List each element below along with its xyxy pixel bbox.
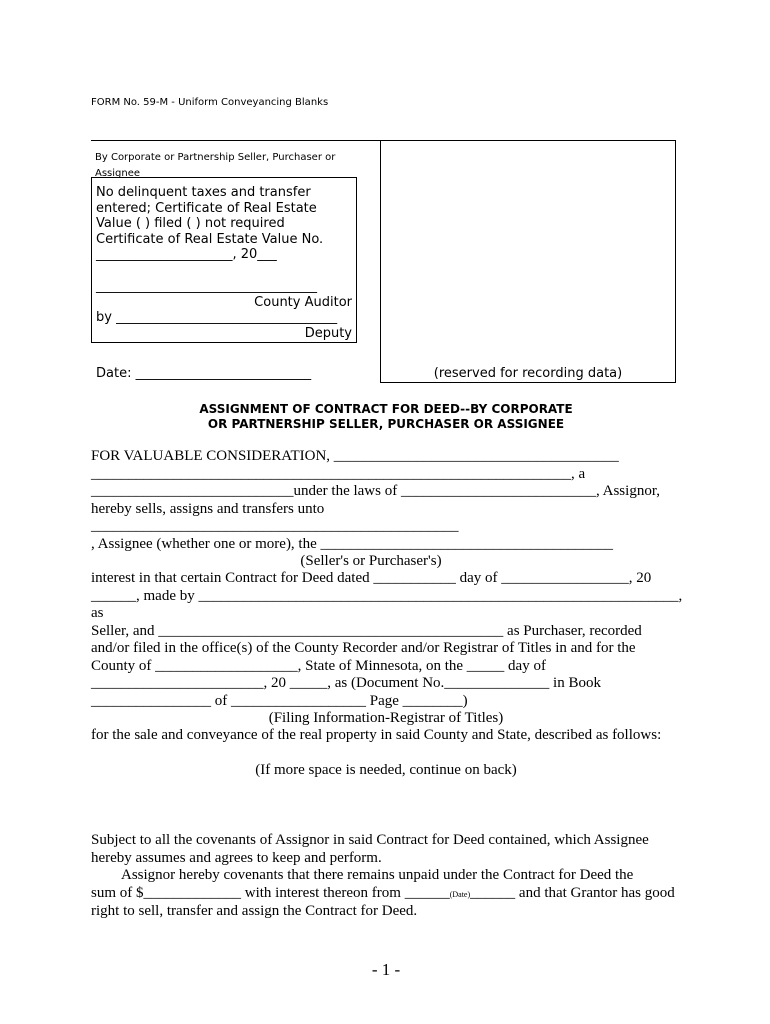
text-line: FOR VALUABLE CONSIDERATION, ______________________________________: [91, 448, 619, 464]
signer-type-label: By Corporate or Partnership Seller, Purchaser or Assignee: [95, 152, 336, 179]
sum-text: sum of $_____________ with interest thereon from ______: [91, 884, 450, 901]
tax-box-line: __________________________________: [96, 278, 317, 294]
text-line: ___________________________under the laws of __________________________, Assignor,: [91, 483, 660, 499]
date-line: Date: ___________________________: [96, 366, 312, 381]
recording-data-box: [380, 140, 676, 383]
more-space-note: (If more space is needed, continue on back): [255, 762, 517, 778]
document-title: [91, 402, 681, 432]
property-description-intro: for the sale and conveyance of the real property in said County and State, described as follows:: [91, 727, 662, 743]
header-divider: [91, 140, 381, 141]
title-line: ASSIGNMENT OF CONTRACT FOR DEED--BY CORPORATE: [199, 402, 573, 416]
tax-box-line: entered; Certificate of Real Estate: [96, 200, 317, 216]
text-line: hereby sells, assigns and transfers unto _________________________________________________: [91, 500, 459, 534]
text-line: _______________________, 20 _____, as (Document No.______________ in Book: [91, 675, 601, 691]
form-number: FORM No. 59-M - Uniform Conveyancing Blanks: [91, 97, 329, 108]
covenants-paragraph: [91, 832, 691, 921]
text-line: ________________________________________________________________, a: [91, 465, 586, 482]
contract-details-paragraph: [91, 570, 691, 728]
text-line: ______, made by ________________________________________________________________, as: [91, 587, 683, 621]
sellers-or-purchasers-caption: (Seller's or Purchaser's): [300, 553, 442, 569]
text-line: hereby assumes and agrees to keep and perform.: [91, 849, 382, 866]
tax-box-line: _____________________, 20___: [96, 247, 277, 263]
tax-box-line: No delinquent taxes and transfer: [96, 185, 311, 200]
text-line: [91, 885, 691, 904]
tax-box-spacer: [96, 263, 352, 279]
filing-info-caption: (Filing Information-Registrar of Titles): [268, 710, 504, 726]
text-line: Assignor hereby covenants that there remains unpaid under the Contract for Deed the: [121, 867, 634, 883]
text-line: County of ___________________, State of Minnesota, on the _____ day of: [91, 657, 546, 674]
page-number: - 1 -: [371, 960, 401, 979]
text-line: Subject to all the covenants of Assignor in said Contract for Deed contained, which Assignee: [91, 832, 649, 848]
date-caption: (Date): [449, 889, 471, 899]
reserved-recording-label: (reserved for recording data): [433, 366, 623, 381]
by-line: by __________________________________: [96, 310, 338, 326]
text-line: ________________ of __________________ Page ________): [91, 692, 468, 709]
tax-certificate-box: [91, 177, 357, 343]
text-line: and/or filed in the office(s) of the County Recorder and/or Registrar of Titles in and for the: [91, 640, 636, 656]
tax-box-line: Certificate of Real Estate Value No.: [96, 231, 324, 247]
tax-box-line: Value ( ) filed ( ) not required: [96, 216, 285, 232]
text-line: , Assignee (whether one or more), the _______________________________________: [91, 535, 614, 552]
county-auditor-label: County Auditor: [254, 294, 352, 310]
text-line: Seller, and ______________________________________________ as Purchaser, recorded: [91, 622, 642, 639]
title-line: OR PARTNERSHIP SELLER, PURCHASER OR ASSIGNEE: [207, 417, 565, 431]
text-line: right to sell, transfer and assign the Contract for Deed.: [91, 903, 418, 919]
deputy-label: Deputy: [304, 325, 352, 341]
text-line: interest in that certain Contract for Deed dated ___________ day of _________________, 20: [91, 570, 652, 586]
consideration-paragraph: [91, 448, 691, 571]
sum-text-cont: ______ and that Grantor has good: [470, 884, 675, 901]
